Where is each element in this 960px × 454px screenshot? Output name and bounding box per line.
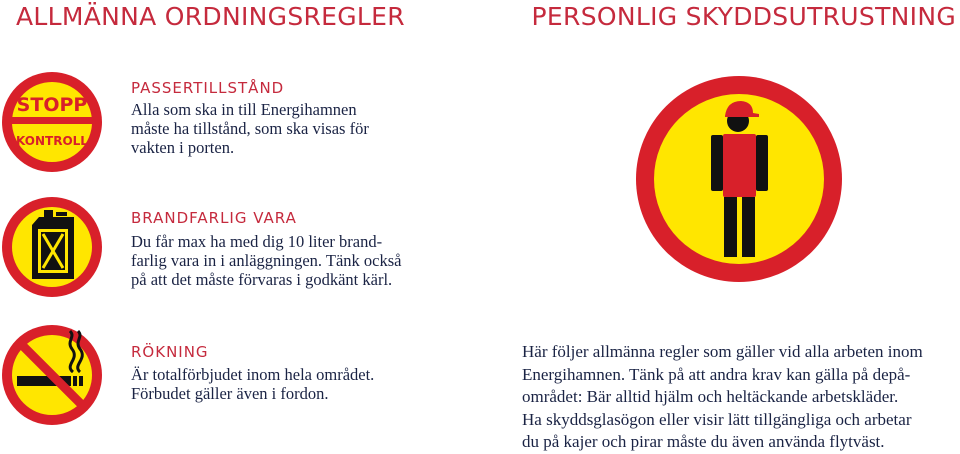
body-line: Är totalförbjudet inom hela området. [131, 365, 375, 384]
heading-general-rules: ALLMÄNNA ORDNINGSREGLER [16, 2, 405, 31]
heading-protective-equipment: PERSONLIG SKYDDSUTRUSTNING [531, 2, 956, 31]
no-smoking-sign-icon [0, 323, 104, 427]
body-smoking [131, 365, 374, 403]
title-access-permit: PASSERTILLSTÅND [131, 79, 285, 97]
body-line: måste ha tillstånd, som ska visas för [131, 119, 369, 138]
flammable-goods-sign-icon [0, 195, 104, 299]
body-access-permit [131, 100, 369, 157]
body-line: på att det måste förvaras i godkänt kärl. [131, 270, 393, 289]
intro-line: området: Bär alltid hjälm och heltäckande arbetskläder. [522, 387, 899, 406]
stop-control-sign-icon [0, 70, 104, 174]
intro-line: Här följer allmänna regler som gäller vid alla arbeten inom [522, 342, 923, 361]
intro-line: Ha skyddsglasögon eller visir lätt tillgängliga och arbetar [522, 409, 912, 429]
stop-sign-word: STOPP [16, 94, 88, 116]
intro-line: du på kajer och pirar måste du även använda flytväst. [522, 432, 885, 451]
body-line: vakten i porten. [131, 138, 235, 157]
body-line: Förbudet gäller även i fordon. [131, 384, 329, 403]
ppe-intro-text [522, 341, 923, 454]
body-line: Alla som ska in till Energihamnen [131, 100, 357, 119]
body-line: Du får max ha med dig 10 liter brand- [131, 232, 383, 251]
intro-line: Energihamnen. Tänk på att andra krav kan gälla på depå- [522, 364, 911, 384]
control-sign-word: KONTROLL [16, 134, 88, 148]
protective-equipment-sign-icon [635, 75, 843, 283]
body-flammable-goods [131, 232, 401, 289]
body-line: farlig vara in i anläggningen. Tänk också [131, 251, 402, 270]
title-flammable-goods: BRANDFARLIG VARA [131, 209, 297, 227]
title-smoking: RÖKNING [131, 343, 209, 361]
